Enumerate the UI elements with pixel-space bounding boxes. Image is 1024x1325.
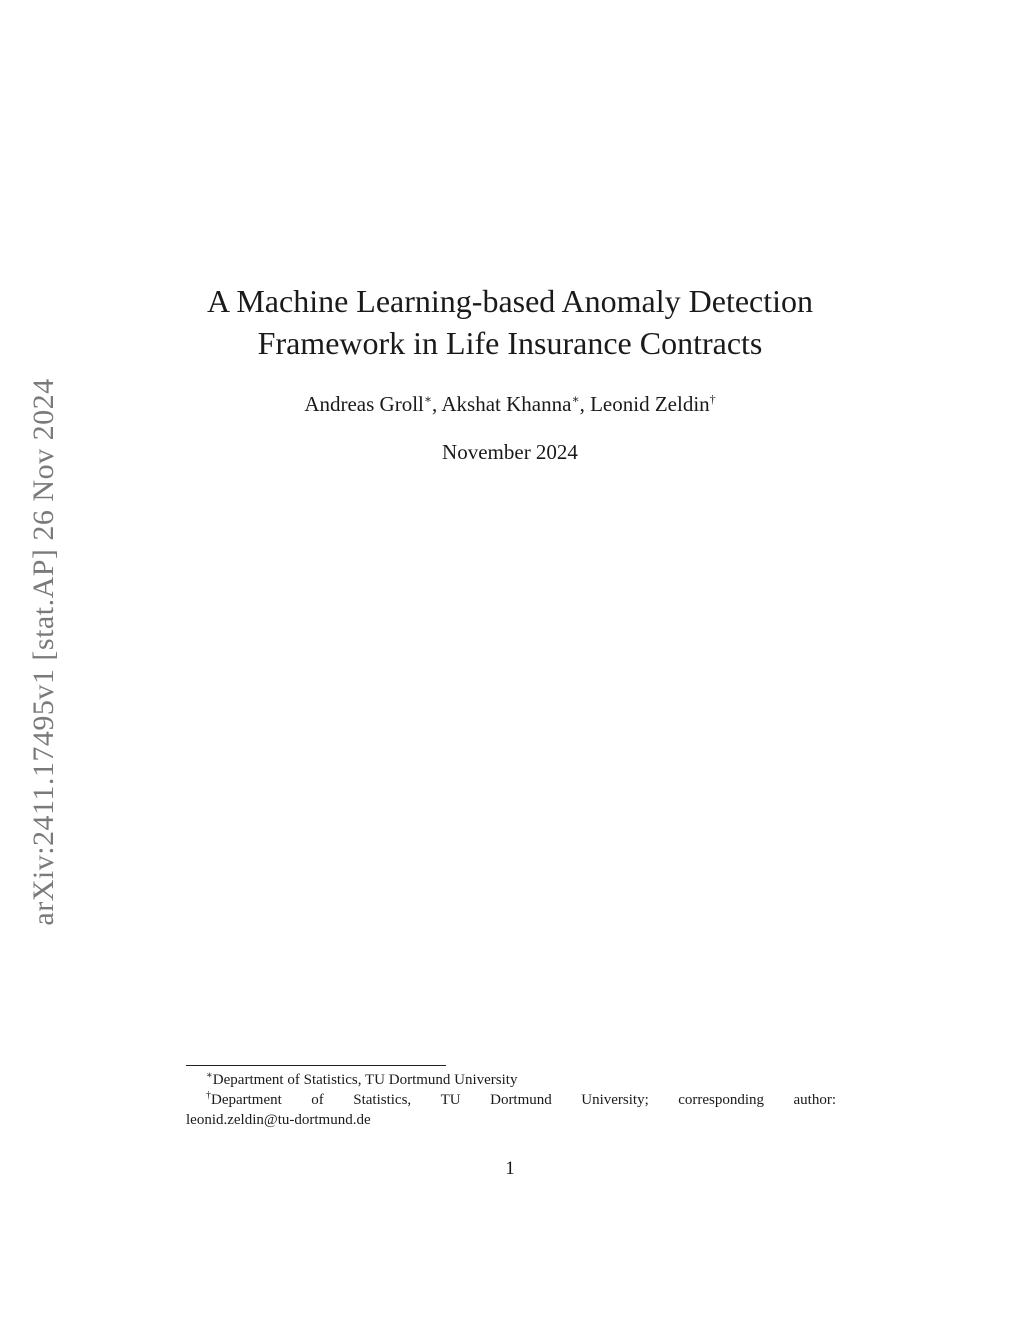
author-footnote-mark: ∗ [423, 392, 433, 406]
paper-title [160, 280, 860, 364]
footnotes [186, 1070, 836, 1130]
footnote-1 [186, 1070, 836, 1090]
author-separator: , [579, 392, 591, 416]
author-footnote-mark: † [709, 392, 716, 406]
author-separator: , [432, 392, 442, 416]
footnote-2-email: leonid.zeldin@tu-dortmund.de [186, 1112, 371, 1128]
footnote-word: Statistics, [353, 1092, 412, 1108]
footnote-word: corresponding [678, 1092, 765, 1108]
publication-date: November 2024 [442, 440, 578, 464]
author-name: Andreas Groll [304, 392, 424, 416]
footnote-mark: ∗ [206, 1070, 213, 1081]
title-line-2: Framework in Life Insurance Contracts [257, 325, 763, 361]
footnote-divider [186, 1065, 446, 1066]
author-name: Leonid Zeldin [590, 392, 710, 416]
footnote-2 [186, 1090, 836, 1130]
footnote-word: †Department [206, 1090, 282, 1108]
footnote-2-first-line [186, 1090, 836, 1110]
footnote-word: University; [581, 1092, 649, 1108]
title-line-1: A Machine Learning-based Anomaly Detection [206, 283, 814, 319]
author-footnote-mark: ∗ [571, 392, 580, 406]
footnote-text: Department of Statistics, TU Dortmund University [212, 1072, 518, 1088]
footnote-word: author: [793, 1092, 836, 1108]
footnote-word: of [311, 1092, 324, 1108]
footnote-mark: † [206, 1090, 211, 1101]
page-number: 1 [505, 1158, 515, 1179]
footnote-word: Dortmund [490, 1092, 552, 1108]
footnote-word: TU [440, 1092, 461, 1108]
author-list [160, 392, 860, 417]
arxiv-identifier-stamp: arXiv:2411.17495v1 [stat.AP] 26 Nov 2024 [27, 378, 60, 926]
author-name: Akshat Khanna [441, 392, 572, 416]
